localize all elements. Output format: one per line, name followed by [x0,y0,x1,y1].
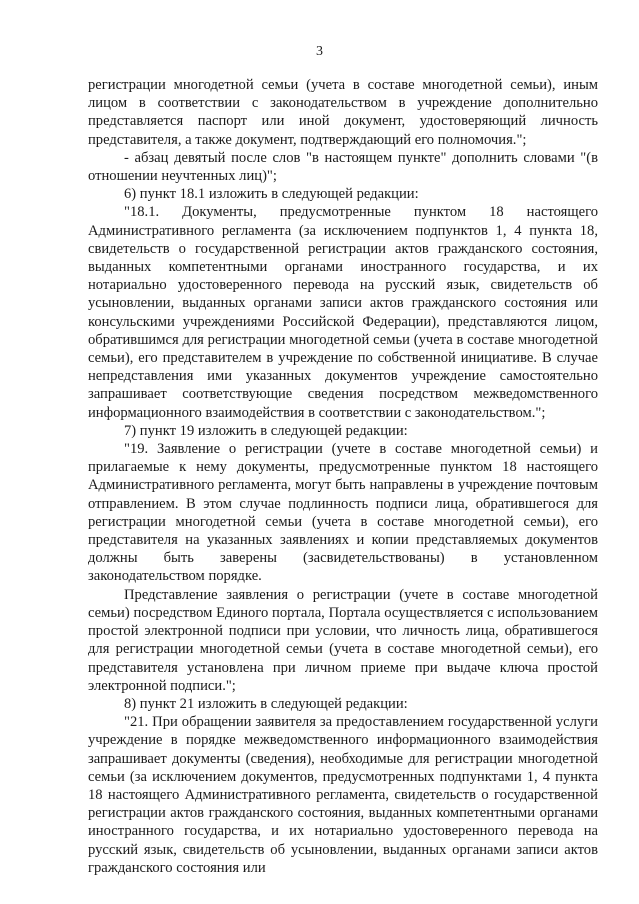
paragraph-clause-19: "19. Заявление о регистрации (учете в составе многодетной семьи) и прилагаемые к нему документы, предусмотренные пунктом 18 настоящего Административного регламента, могут быть направлены в учреждение почтовым отправлением. В этом случае подлинность подписи лица, обратившегося для регистрации многодетной семьи (учета в составе многодетной семьи), его представителя на указанных заявлениях и копии представляемых документов должны быть заверены (засвидетельствованы) в установленном законодательством порядке. [88,441,598,585]
paragraph-clause-19-continued: Представление заявления о регистрации (учете в составе многодетной семьи) посредством Единого портала, Портала осуществляется с использованием простой электронной подписи при условии, что личность лица, обратившегося для регистрации многодетной семьи (учета в составе многодетной семьи), его представителя установлена при личном приеме при выдаче ключа простой электронной подписи."; [88,586,598,694]
paragraph-amendment-item: - абзац девятый после слов "в настоящем пункте" дополнить словами "(в отношении неучтенных лиц)"; [88,149,598,185]
paragraph-continuation: регистрации многодетной семьи (учета в составе многодетной семьи), иным лицом в соответствии с законодательством в учреждение дополнительно представляется паспорт или иной документ, удостоверяющий личность представителя, а также документ, подтверждающий его полномочия."; [88,77,598,148]
paragraph-clause-18-1: "18.1. Документы, предусмотренные пунктом 18 настоящего Административного регламента (за исключением подпунктов 1, 4 пункта 18, свидетельств о государственной регистрации актов гражданского состояния, выданных компетентными органами иностранного государства, и их нотариально удостоверенного перевода на русский язык, свидетельств об усыновлении, выданных органами записи актов гражданского состояния или консульскими учреждениями Российской Федерации), представляются лицом, обратившимся для регистрации многодетной семьи (учета в составе многодетной семьи), его представителем в учреждение по собственной инициативе. В случае непредставления ими указанных документов учреждение самостоятельно запрашивает соответствующие сведения посредством межведомственного информационного взаимодействия в соответствии с законодательством."; [88,204,598,421]
paragraph-amendment-heading: 7) пункт 19 изложить в следующей редакции: [124,422,408,439]
paragraph-clause-21: "21. При обращении заявителя за предоставлением государственной услуги учреждение в порядке межведомственного информационного взаимодействия запрашивает документы (сведения), необходимые для регистрации многодетной семьи (за исключением документов, предусмотренных подпунктами 1, 4 пункта 18 настоящего Административного регламента, свидетельств о государственной регистрации актов гражданского состояния, выданных компетентными органами иностранного государства, и их нотариально удостоверенного перевода на русский язык, свидетельств об усыновлении, выданных органами записи актов гражданского состояния или [88,714,598,876]
document-body [88,76,598,877]
paragraph-amendment-heading: 8) пункт 21 изложить в следующей редакции: [124,695,408,712]
paragraph-amendment-heading: 6) пункт 18.1 изложить в следующей редакции: [124,186,419,203]
page-number: 3 [316,44,323,59]
